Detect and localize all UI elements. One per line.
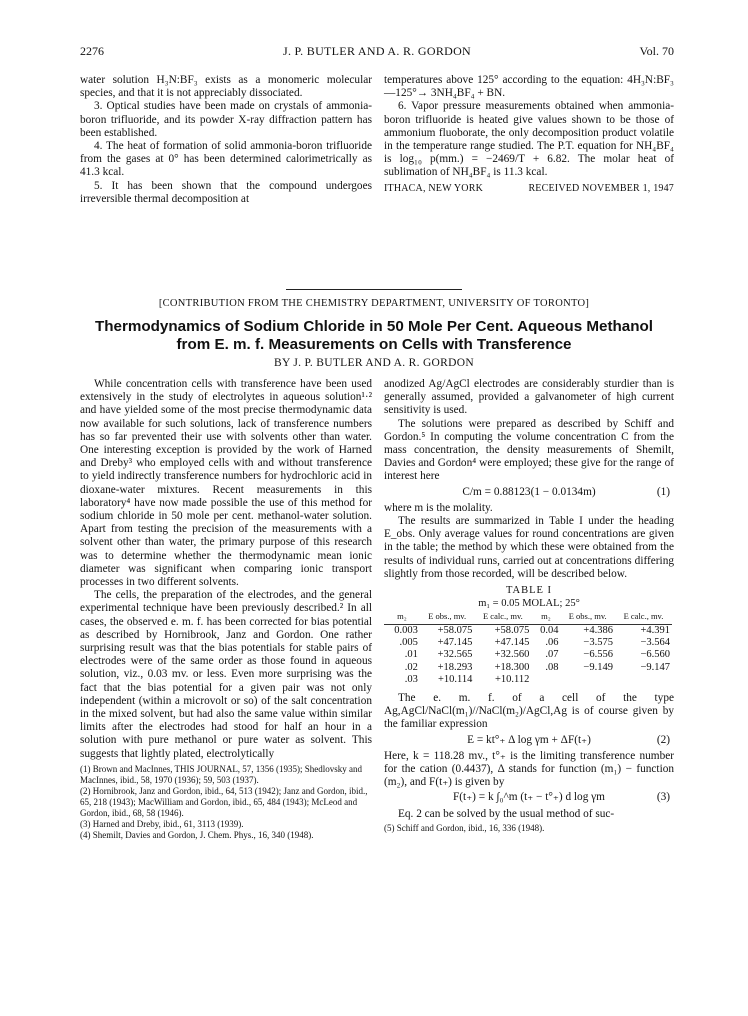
footnote: (3) Harned and Dreby, ibid., 61, 3113 (1939).	[80, 818, 244, 829]
table-cell: .02	[404, 661, 418, 673]
results-table	[384, 612, 672, 686]
prev-para: water solution H₃N:BF₃ exists as a monomeric molecular species, and that it is not appreciably dissociated.	[80, 74, 372, 100]
table-row	[384, 649, 672, 661]
table-cell: +32.565	[437, 649, 473, 661]
equation-2-body: E = kt°₊ Δ log γm + ΔF(t₊)	[467, 733, 591, 746]
table-cell: +47.145	[437, 637, 473, 649]
table-cell: +58.075	[494, 624, 530, 636]
table-cell: −3.564	[640, 637, 670, 649]
molality-note: where m is the molality.	[384, 501, 493, 514]
equation-2	[384, 734, 674, 747]
page-number: 2276	[80, 44, 104, 58]
footnote: (4) Shemilt, Davies and Gordon, J. Chem. Phys., 16, 340 (1948).	[80, 829, 314, 840]
table-cell: +4.391	[640, 624, 670, 636]
table-cell: +10.112	[494, 673, 530, 685]
electrode-paragraph: anodized Ag/AgCl electrodes are considerably sturdier than is generally assumed, provided a galvanometer of high current sensitivity is used.	[384, 378, 674, 417]
table-cell: +18.293	[437, 661, 473, 673]
table-cell: .03	[404, 673, 418, 685]
table-cell: +58.075	[437, 624, 473, 636]
column-header: E obs., mv.	[420, 612, 475, 624]
contribution-line: [CONTRIBUTION FROM THE CHEMISTRY DEPARTMENT, UNIVERSITY OF TORONTO]	[158, 298, 590, 309]
main-col2	[384, 378, 674, 834]
table-cell: −9.147	[640, 661, 670, 673]
table-cell	[615, 674, 672, 686]
results-paragraph: The results are summarized in Table I under the heading E_obs. Only average values for round concentrations are given in the table; the method by which these were obtained from the results of individual runs, carried out at concentrations differing slightly from those recorded, will be described below.	[384, 515, 674, 580]
prev-article-col2	[384, 74, 674, 195]
volume-label: Vol. 70	[639, 44, 674, 58]
equation-3-body: F(t₊) = k ∫₀^m (t₊ − t°₊) d log γm	[453, 791, 605, 804]
table-row	[384, 674, 672, 686]
received-date: RECEIVED NOVEMBER 1, 1947	[528, 182, 674, 194]
prev-equation-para: temperatures above 125° according to the equation: 4H₃N:BF₃ —125°→ 3NH₄BF₄ + BN.	[384, 74, 674, 100]
prev-para: 5. It has been shown that the compound undergoes irreversible thermal decomposition at	[80, 179, 372, 205]
column-header: E calc., mv.	[615, 612, 672, 624]
table-row	[384, 624, 672, 637]
table-cell: 0.003	[394, 624, 418, 636]
methods-paragraph: The cells, the preparation of the electrodes, and the general experimental technique have been previously described.² In all cases, the observed e. m. f. has been corrected for bias potential as described by Hornibrook, Janz and Gordon. One rather surprising result was that the bias potentials for stable pairs of electrodes were of the same order as those found in aqueous solution, viz., 0.03 mv. or less. Even more surprising was the fact that the bias potential for a given pair was not only independent (within a microvolt or so) of the salt concentration in the mixed solvent, but had also the same value within similar limits after the electrodes had stood for half an hour in a solution with pure methanol or pure water as solvent. This suggests that lightly plated, electrolytically	[80, 589, 372, 760]
footnote-5: (5) Schiff and Gordon, ibid., 16, 336 (1948).	[384, 822, 545, 833]
prev-para: 4. The heat of formation of solid ammonia-boron trifluoride from the gases at 0° has been determined calorimetrically as 41.3 kcal.	[80, 140, 372, 179]
equation-1-body: C/m = 0.88123(1 − 0.0134m)	[462, 485, 596, 498]
equation-2-number: (2)	[656, 733, 670, 746]
intro-paragraph: While concentration cells with transference have been used extensively in the study of electrolytes in aqueous solution¹·² and have yielded some of the most precise thermodynamic data now available for such solutions, lack of transference numbers has so far prevented their use with solvents other than water. One interesting exception is provided by the work of Harned and Dreby³ who employed cells with and without transference to yield indirectly transference numbers for hydrochloric acid in dioxane-water mixtures. Recent measurements in this laboratory⁴ have now made possible the use of this method for sodium chloride in 50 mole per cent. methanol-water solution. Apart from testing the precision of the measurements with a solvent other than water, the primary purpose of this research was to determine whether the thermodynamic mean ionic diameter was significant when comparing ionic transport processes in two different solvents.	[80, 378, 372, 589]
definition-paragraph: Here, k = 118.28 mv., t°₊ is the limiting transference number for the cation (0.4437), Δ stands for function (m₁) − function (m₂), and F(t₊) is given by	[384, 749, 674, 789]
table-cell: .06	[545, 637, 559, 649]
footnote: (1) Brown and MacInnes, THIS JOURNAL, 57, 1356 (1935); Shedlovsky and MacInnes, ibid., 58, 1970 (1936); 59, 503 (1937).	[80, 763, 363, 785]
equation-1	[384, 486, 674, 499]
equation-3-number: (3)	[656, 791, 670, 804]
equation-3	[384, 791, 674, 804]
footnote: (2) Hornibrook, Janz and Gordon, ibid., 64, 513 (1942); Janz and Gordon, ibid., 65, 218 (1943); MacWilliam and Gordon, ibid., 65, 484 (1943); McLeod and Gordon, ibid., 68, 58 (1946).	[80, 785, 368, 818]
column-header: E obs., mv.	[560, 612, 615, 624]
table-cell: +10.114	[438, 673, 473, 685]
main-col1	[80, 378, 372, 841]
table-cell: 0.04	[540, 624, 559, 636]
table-cell: .07	[545, 649, 559, 661]
table-cell: −6.556	[583, 649, 613, 661]
table-cell: −6.560	[640, 649, 670, 661]
title-line-1: Thermodynamics of Sodium Chloride in 50 Mole Per Cent. Aqueous Methanol	[94, 318, 654, 335]
equation-1-number: (1)	[656, 485, 670, 498]
article-title	[70, 318, 678, 354]
prev-para: 3. Optical studies have been made on crystals of ammonia-boron trifluoride, and its powder X-ray diffraction pattern has been established.	[80, 100, 372, 139]
table-cell: −9.149	[583, 661, 613, 673]
cell-paragraph: The e. m. f. of a cell of the type Ag,AgCl/NaCl(m₁)//NaCl(m₂)/AgCl,Ag is of course given by the familiar expression	[384, 691, 674, 731]
table-cell: +32.560	[494, 649, 530, 661]
running-header	[80, 44, 674, 60]
table-cell: .08	[545, 661, 559, 673]
table-row	[384, 637, 672, 649]
footnotes	[80, 764, 372, 841]
table-cell: −3.575	[583, 637, 613, 649]
table-subtitle: m₁ = 0.05 MOLAL; 25°	[478, 598, 580, 610]
continuation-line: Eq. 2 can be solved by the usual method of suc-	[398, 807, 615, 820]
table-cell: .01	[404, 649, 418, 661]
table-cell	[560, 674, 615, 686]
column-header: E calc., mv.	[474, 612, 531, 624]
table-cell: +18.300	[494, 661, 530, 673]
table-cell: +47.145	[494, 637, 530, 649]
column-header: m₂	[384, 612, 420, 624]
table-cell	[531, 674, 560, 686]
table-cell: .005	[399, 637, 418, 649]
table-row	[384, 662, 672, 674]
table-header-row	[384, 612, 672, 624]
column-header: m₂	[531, 612, 560, 624]
section-divider	[286, 289, 462, 290]
table-title: TABLE I	[505, 585, 553, 597]
prev-signoff	[384, 182, 674, 195]
header-authors: J. P. BUTLER AND A. R. GORDON	[282, 44, 472, 58]
prev-para-6: 6. Vapor pressure measurements obtained when ammonia-boron trifluoride is heated give values shown to be those of ammonium fluoborate, the only decomposition product volatile in the temperature range studied. The P.T. equation for NH₄BF₄ is log₁₀ p(mm.) = −2469/T + 6.82. The molar heat of sublimation of NH₄BF₄ is 11.3 kcal.	[384, 100, 674, 179]
byline: BY J. P. BUTLER AND A. R. GORDON	[274, 357, 474, 369]
place-label: ITHACA, NEW YORK	[384, 182, 484, 194]
solutions-paragraph: The solutions were prepared as described by Schiff and Gordon.⁵ In computing the volume concentration C from the mass concentration, the density measurements of Shemilt, Davies and Gordon⁴ were employed; these give for the range of interest here	[384, 417, 674, 483]
prev-article-col1	[80, 74, 372, 206]
title-line-2: from E. m. f. Measurements on Cells with Transference	[176, 336, 572, 353]
table-cell: +4.386	[583, 624, 613, 636]
